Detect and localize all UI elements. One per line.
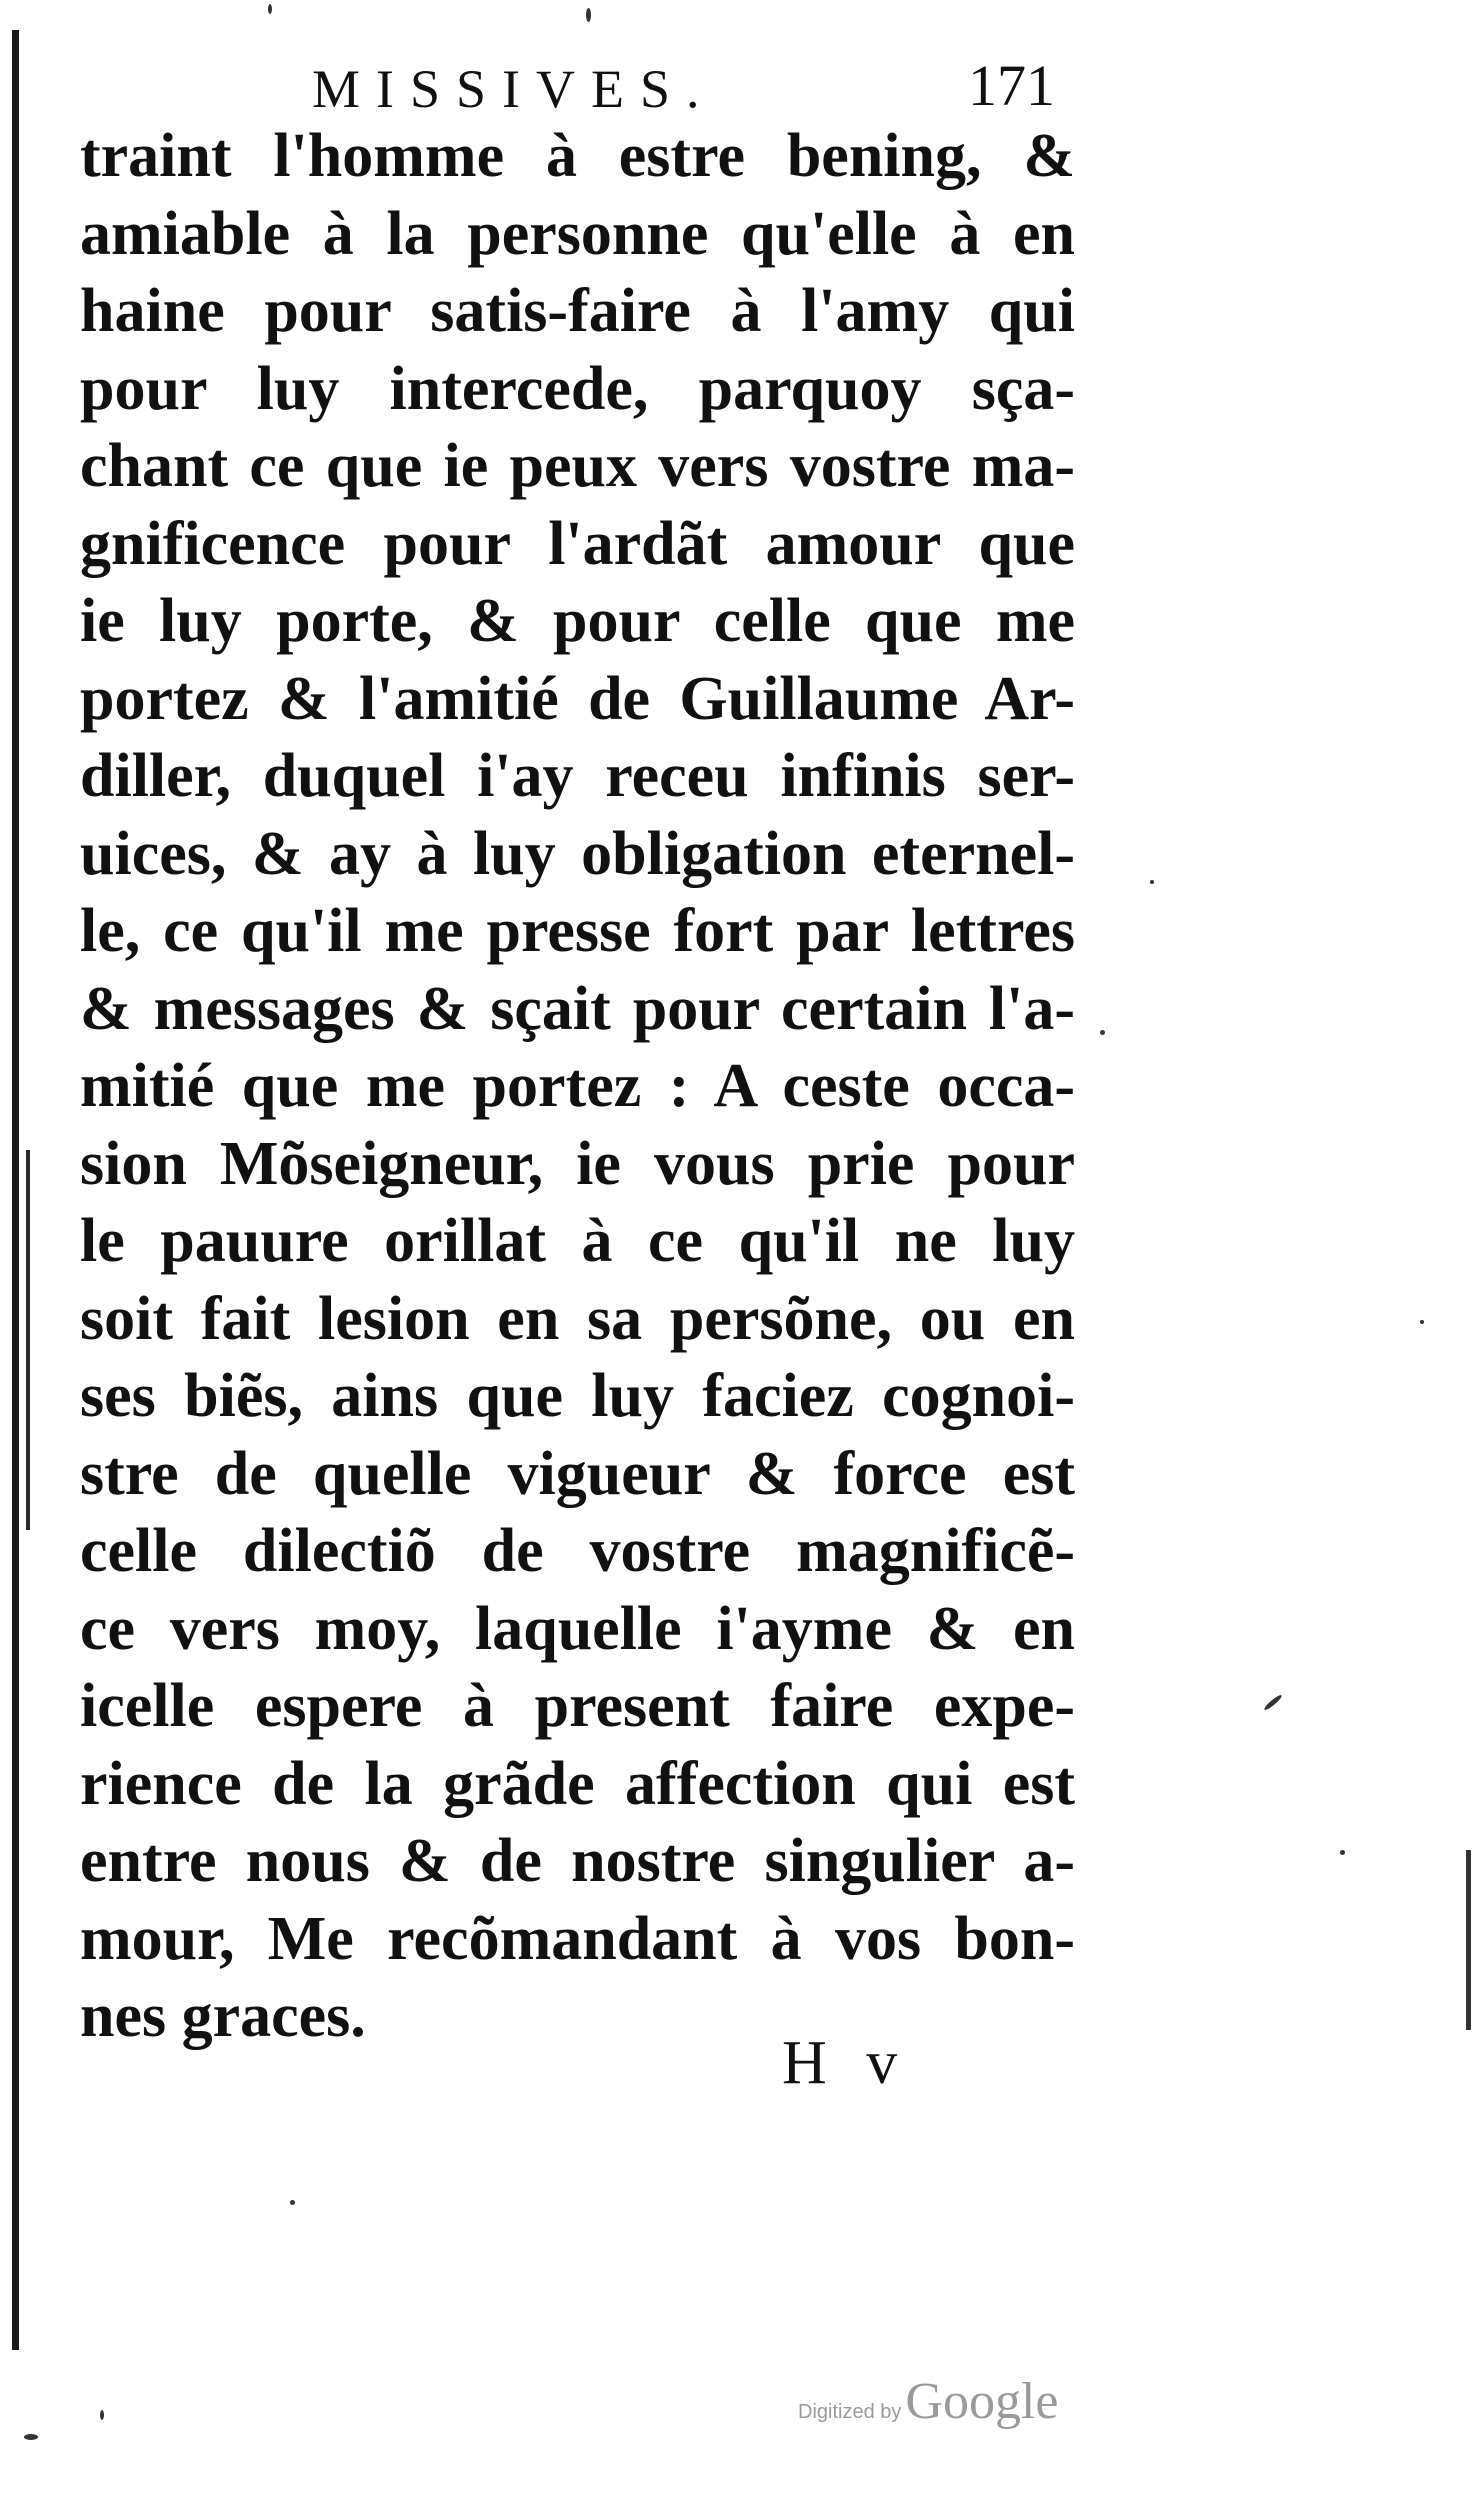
ink-speck <box>586 8 591 22</box>
text-line: nes graces. <box>80 1982 366 2050</box>
ink-speck <box>1420 1320 1424 1324</box>
ink-speck <box>1466 1850 1471 2030</box>
watermark-digitized-text: Digitized by <box>798 2401 902 2423</box>
ink-speck <box>268 4 272 14</box>
text-line: le, ce qu'il me presse fort par lettres <box>80 897 1075 965</box>
ink-speck <box>1100 1030 1105 1035</box>
digitized-watermark <box>798 2372 1058 2432</box>
text-line: mour, Me recõmandant à vos bon- <box>80 1904 1075 1973</box>
page-edge-rule <box>12 30 19 2350</box>
text-line: chant ce que ie peux vers vostre ma- <box>80 432 1075 500</box>
text-line: ses biẽs, ains que luy faciez cognoi- <box>80 1362 1075 1430</box>
text-line: diller, duquel i'ay receu infinis ser- <box>80 742 1075 810</box>
text-line: pour luy intercede, parquoy sça- <box>80 354 1075 423</box>
text-line: celle dilectiõ de vostre magnificẽ- <box>80 1517 1075 1585</box>
body-text <box>80 118 1090 2056</box>
text-line: amiable à la personne qu'elle à en <box>80 199 1075 268</box>
ink-speck <box>1340 1850 1345 1855</box>
text-line: le pauure orillat à ce qu'il ne luy <box>80 1207 1075 1275</box>
text-line: sion Mõseigneur, ie vous prie pour <box>80 1129 1075 1198</box>
text-line: soit fait lesion en sa persõne, ou en <box>80 1284 1075 1353</box>
running-head <box>80 48 1080 128</box>
text-line: stre de quelle vigueur & force est <box>80 1439 1075 1508</box>
text-line: icelle espere à present faire expe- <box>80 1672 1075 1740</box>
text-line: gnificence pour l'ardãt amour que <box>80 509 1075 578</box>
text-line: ie luy porte, & pour celle que me <box>80 587 1075 655</box>
text-line: haine pour satis-faire à l'amy qui <box>80 277 1075 345</box>
signature-mark: H v <box>782 2029 910 2097</box>
ink-speck <box>100 2410 104 2420</box>
ink-speck <box>24 2434 38 2440</box>
watermark-google-logo: Google <box>905 2373 1059 2430</box>
text-line: rience de la grãde affection qui est <box>80 1749 1075 1818</box>
ink-speck <box>1150 880 1154 884</box>
ink-speck <box>290 2200 295 2205</box>
text-line: & messages & sçait pour certain l'a- <box>80 974 1075 1043</box>
text-line: traint l'homme à estre bening, & <box>80 122 1075 190</box>
page-edge-rule-inner <box>26 1150 30 1530</box>
text-line: ce vers moy, laquelle i'ayme & en <box>80 1594 1075 1663</box>
text-line: portez & l'amitié de Guillaume Ar- <box>80 664 1075 733</box>
text-line: entre nous & de nostre singulier a- <box>80 1827 1075 1895</box>
running-title: MISSIVES. <box>312 59 716 119</box>
page-number: 171 <box>968 53 1055 118</box>
ink-speck <box>1263 1694 1283 1712</box>
text-line: mitié que me portez : A ceste occa- <box>80 1052 1075 1120</box>
text-line: uices, & ay à luy obligation eternel- <box>80 819 1075 888</box>
